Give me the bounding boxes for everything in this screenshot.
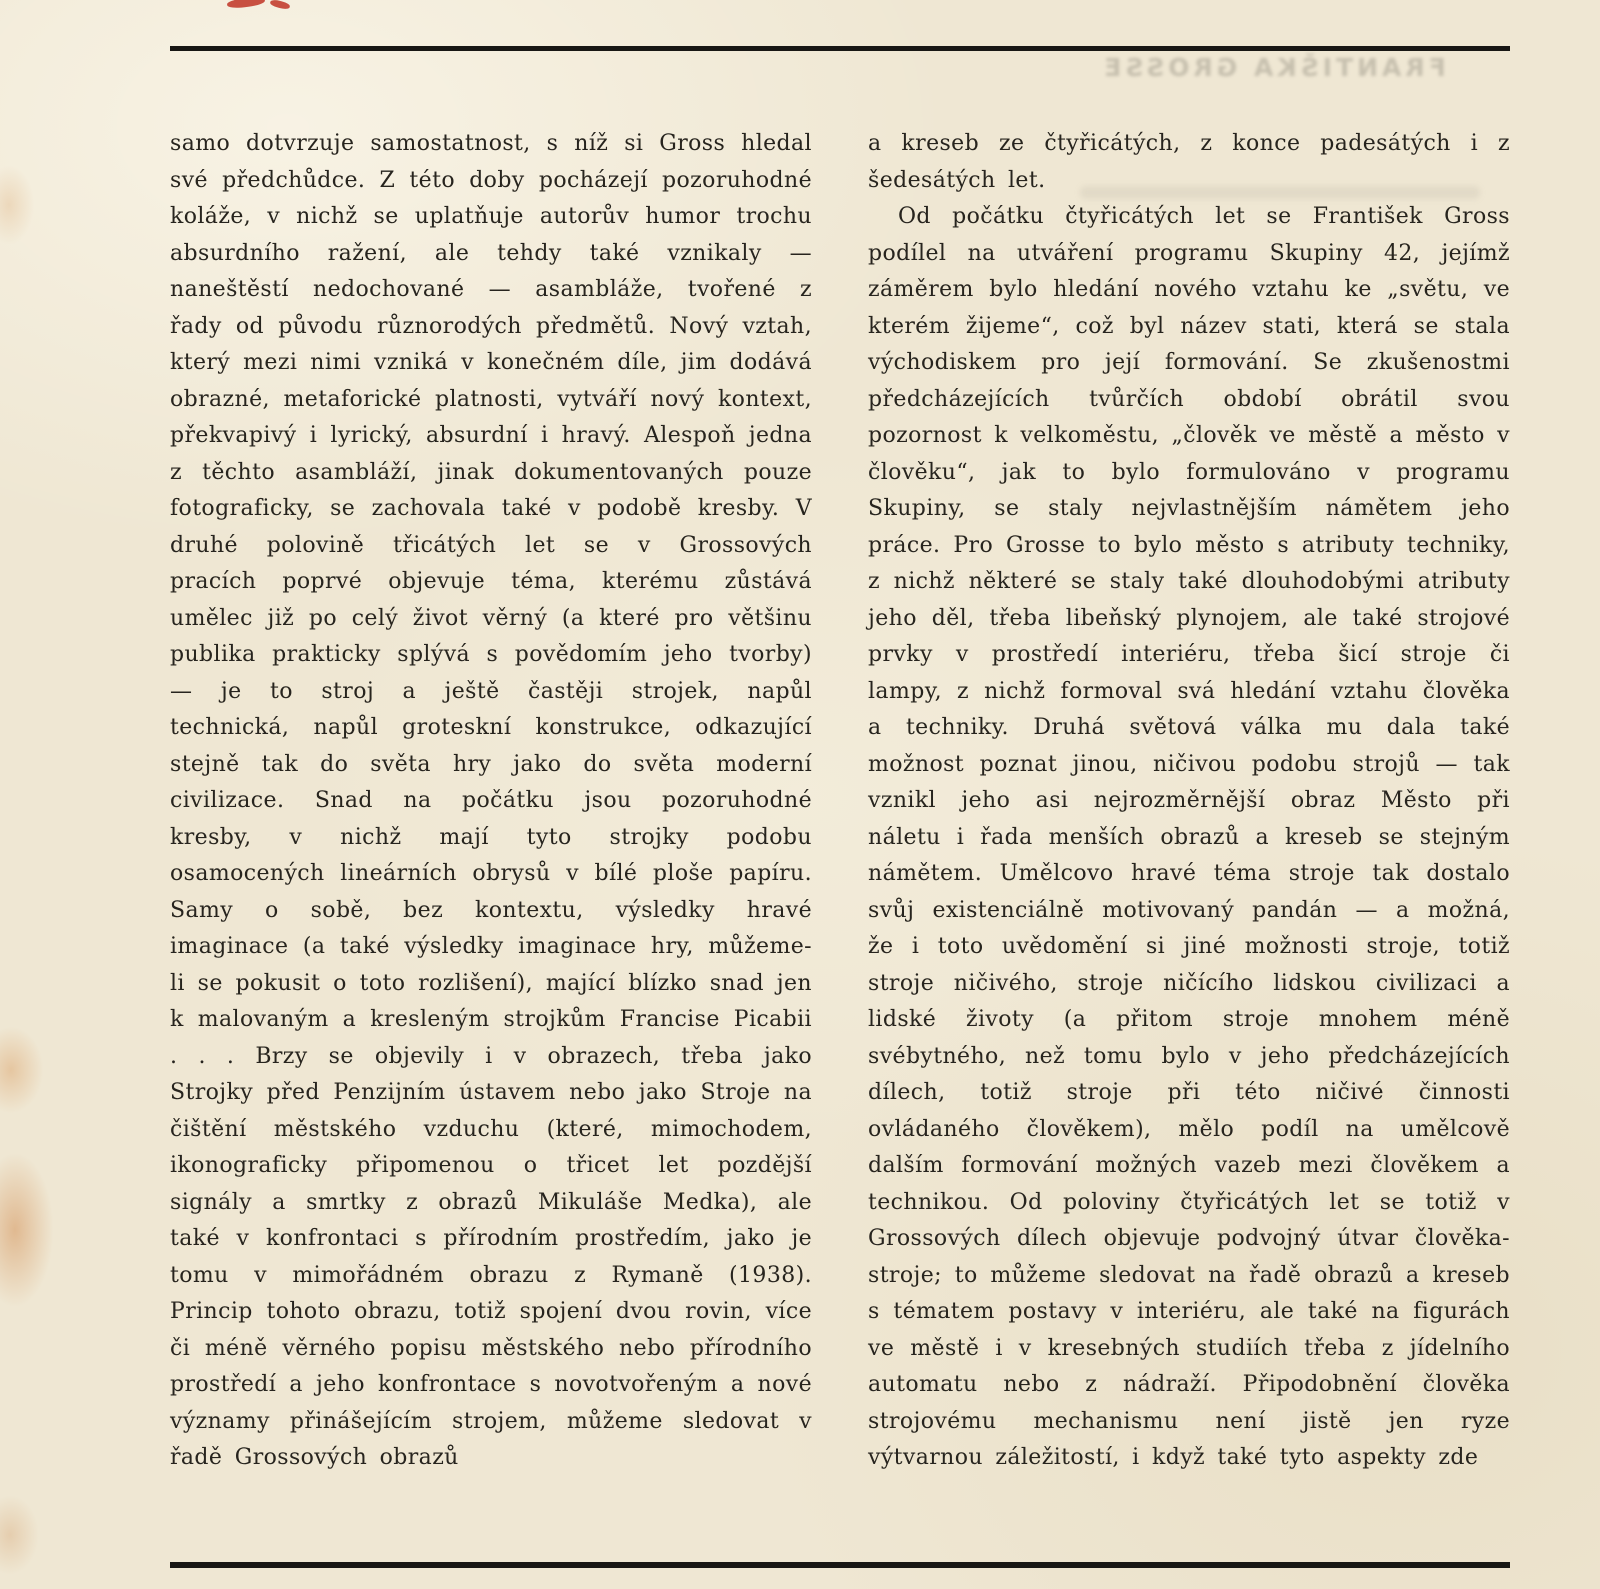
paper-stain [0,1120,70,1340]
paper-stain [0,1480,50,1589]
body-paragraph: samo dotvrzuje samostatnost, s níž si Gross hledal své předchůdce. Z této doby pocházejí pozoruhodné koláže, v nichž se uplatňuje autorův humor trochu absurdního ražení, ale tehdy také vznikaly — naneštěstí nedochované — asambláže, tvořené z řady od původu různorodých předmětů. Nový vztah, který mezi nimi vzniká v konečném díle, jim dodává obrazné, metaforické platnosti, vytváří nový kontext, překvapivý i lyrický, absurdní i hravý. Alespoň jedna z těchto asambláží, jinak dokumentovaných pouze fotograficky, se zachovala také v podobě kresby. V druhé polovině třicátých let se v Grossových pracích poprvé objevuje téma, kterému zůstává umělec již po celý život věrný (a které pro většinu publika prakticky splývá s povědomím jeho tvorby) — je to stroj a ještě častěji strojek, napůl technická, napůl groteskní konstrukce, odkazující stejně tak do světa hry jako do světa moderní civilizace. Snad na počátku jsou pozoruhodné kresby, v nichž mají tyto strojky podobu osamocených lineárních obrysů v bílé ploše papíru. Samy o sobě, bez kontextu, výsledky hravé imaginace (a také výsledky imaginace hry, můžeme-li se pokusit o toto rozlišení), mající blízko snad jen k malovaným a kresleným strojkům Francise Picabii . . . Brzy se objevily i v obrazech, třeba jako Strojky před Penzijním ústavem nebo jako Stroje na čištění městského vzduchu (které, mimochodem, ikonograficky připomenou o třicet let pozdější signály a smrtky z obrazů Mikuláše Medka), ale také v konfrontaci s přírodním prostředím, jako je tomu v mimořádném obrazu z Rymaně (1938). Princip tohoto obrazu, totiž spojení dvou rovin, více či méně věrného popisu městského nebo přírodního prostředí a jeho konfrontace s novotvořeným a nové významy přinášejícím strojem, můžeme sledovat v řadě Grossových obrazů [170,131,812,1470]
bottom-rule [170,1562,1510,1568]
left-column [170,126,812,1477]
paper-stain [0,150,44,260]
top-rule [170,46,1510,51]
red-pen-mark [227,0,266,9]
body-paragraph: a kreseb ze čtyřicátých, z konce padesátých i z šedesátých let. [868,131,1510,193]
red-pen-mark [269,0,290,10]
body-paragraph: Od počátku čtyřicátých let se František Gross podílel na utváření programu Skupiny 42, jejímž záměrem bylo hledání nového vztahu ke „světu, ve kterém žijeme“, což byl název stati, která se stala východiskem pro její formování. Se zkušenostmi předcházejících tvůrčích období obrátil svou pozornost k velkoměstu, „člověk ve městě a město v člověku“, jak to bylo formulováno v programu Skupiny, se staly nejvlastnějším námětem jeho práce. Pro Grosse to bylo město s atributy techniky, z nichž některé se staly také dlouhodobými atributy jeho děl, třeba libeňský plynojem, ale také strojové prvky v prostředí interiéru, třeba šicí stroje či lampy, z nichž formoval svá hledání vztahu člověka a techniky. Druhá světová válka mu dala také možnost poznat jinou, ničivou podobu strojů — tak vznikl jeho asi nejrozměrnější obraz Město při náletu i řada menších obrazů a kreseb se stejným námětem. Umělcovo hravé téma stroje tak dostalo svůj existenciálně motivovaný pandán — a možná, že i toto uvědomění si jiné možnosti stroje, totiž stroje ničivého, stroje ničícího lidskou civilizaci a lidské životy (a přitom stroje mnohem méně svébytného, než tomu bylo v jeho předcházejících dílech, totiž stroje při této ničivé činnosti ovládaného člověkem), mělo podíl na umělcově dalším formování možných vazeb mezi člověkem a technikou. Od poloviny čtyřicátých let se totiž v Grossových dílech objevuje podvojný útvar člověka-stroje; to můžeme sledovat na řadě obrazů a kreseb s tématem postavy v interiéru, ale také na figurách ve městě i v kresebných studiích třeba z jídelního automatu nebo z nádraží. Připodobnění člověka strojovému mechanismu není jistě jen ryze výtvarnou záležitostí, i když také tyto aspekty zde [868,204,1510,1470]
right-column [868,126,1510,1477]
paper-stain [0,1010,56,1130]
two-column-text-block [170,126,1510,1477]
show-through-header-text: FRANTIŠKA GROSSE [1100,53,1446,82]
